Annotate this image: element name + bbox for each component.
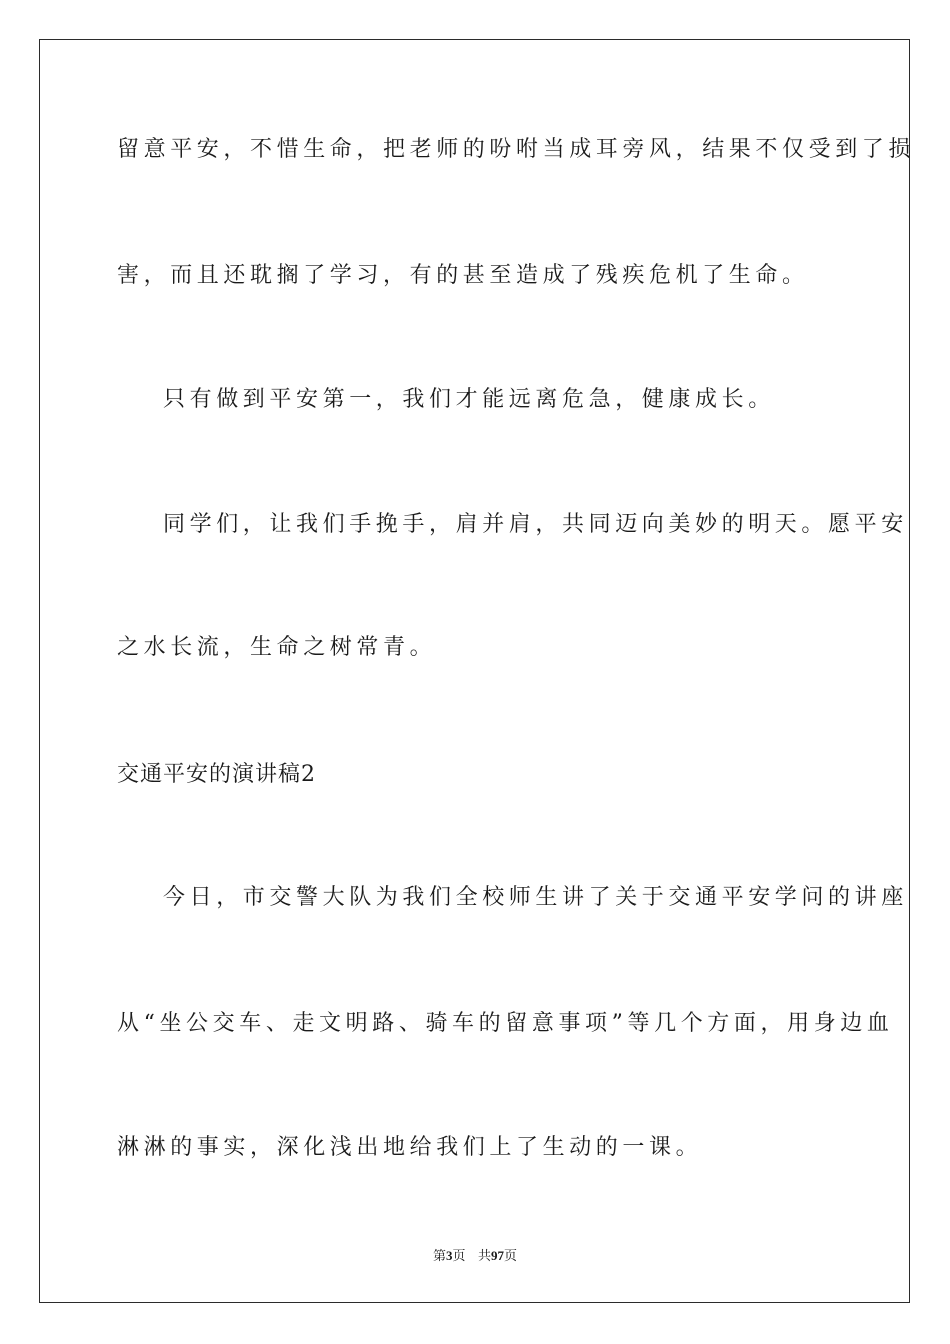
page-suffix: 页 — [452, 1249, 466, 1264]
section-heading: 交通平安的演讲稿2 — [117, 762, 316, 787]
paragraph-line: 只有做到平安第一，我们才能远离危急，健康成长。 — [163, 387, 775, 412]
page-footer — [0, 1249, 950, 1263]
paragraph-line: 害，而且还耽搁了学习，有的甚至造成了残疾危机了生命。 — [117, 263, 809, 288]
paragraph-line: 淋淋的事实，深化浅出地给我们上了生动的一课。 — [117, 1135, 703, 1160]
paragraph-line: 之水长流，生命之树常青。 — [117, 635, 437, 660]
total-pages: 97 — [490, 1248, 504, 1263]
total-suffix: 页 — [503, 1249, 517, 1264]
total-prefix: 共 — [477, 1249, 491, 1264]
paragraph-line: 留意平安，不惜生命，把老师的吩咐当成耳旁风，结果不仅受到了损 — [117, 137, 916, 162]
page-number: 3 — [446, 1248, 453, 1263]
paragraph-line: 从“坐公交车、走文明路、骑车的留意事项”等几个方面，用身边血 — [117, 1011, 894, 1036]
paragraph-line: 今日，市交警大队为我们全校师生讲了关于交通平安学问的讲座 — [163, 885, 908, 910]
page-prefix: 第 — [433, 1249, 447, 1264]
page-border — [39, 39, 910, 1303]
paragraph-line: 同学们，让我们手挽手，肩并肩，共同迈向美妙的明天。愿平安 — [163, 512, 908, 537]
